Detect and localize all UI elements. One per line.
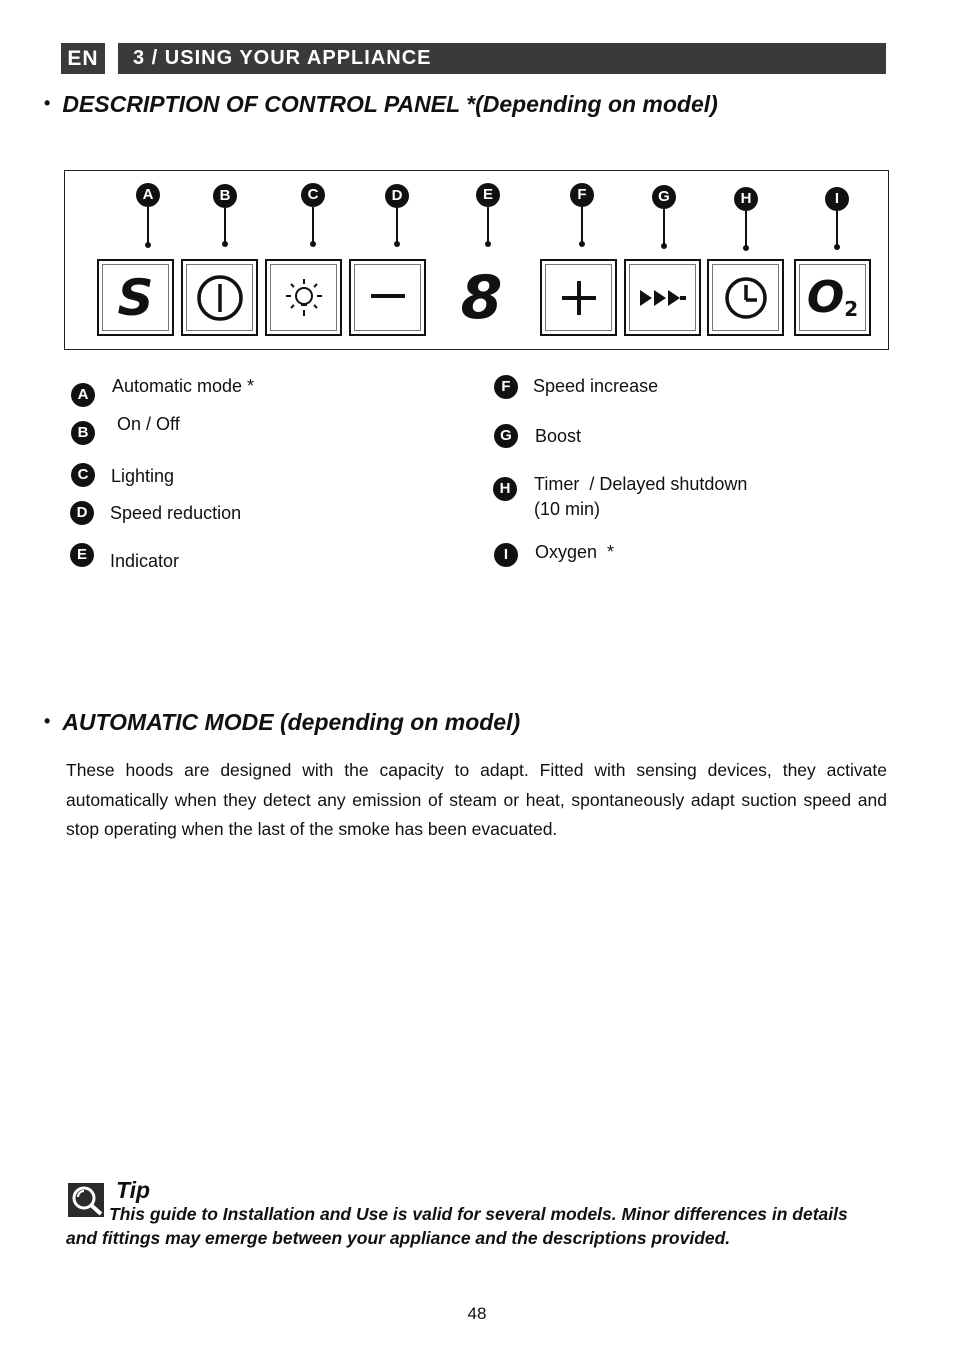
clock-icon — [712, 264, 779, 331]
tip-title: Tip — [116, 1177, 151, 1203]
chapter-header: 3 / USING YOUR APPLIANCE — [118, 43, 886, 74]
boost-arrows-icon — [629, 264, 696, 331]
legend-label-b: On / Off — [112, 414, 180, 434]
leader-line — [396, 208, 398, 244]
callout-b: B — [213, 184, 237, 208]
legend-badge-a: A — [71, 383, 95, 407]
digit-display-icon: 8 — [460, 262, 503, 333]
section-title-text: DESCRIPTION OF CONTROL PANEL *(Depending on model) — [62, 91, 718, 117]
bullet: • — [44, 93, 51, 113]
callout-i: I — [825, 187, 849, 211]
legend-label-d: Speed reduction — [110, 503, 242, 523]
plus-icon — [545, 264, 612, 331]
legend-badge-g: G — [494, 424, 518, 448]
legend-badge-d: D — [70, 501, 94, 525]
minus-icon — [354, 264, 421, 331]
legend-label-i: Oxygen * — [535, 542, 615, 562]
leader-line — [663, 209, 665, 246]
legend-label-a: Automatic mode * — [112, 376, 255, 396]
legend-badge-b: B — [71, 421, 95, 445]
callout-c: C — [301, 183, 325, 207]
automatic-mode-paragraph: These hoods are designed with the capacity to adapt. Fitted with sensing devices, they activate automatically when they detect any emission of steam or heat, spontaneously adapt suction speed and stop operating when the last of the smoke has been evacuated. — [66, 760, 887, 839]
leader-line — [745, 211, 747, 248]
lighting-button — [265, 259, 342, 336]
legend-label-f: Speed increase — [533, 376, 659, 396]
callout-d: D — [385, 184, 409, 208]
legend-badge-h: H — [493, 477, 517, 501]
indicator-display — [443, 259, 520, 336]
section-title-automatic-mode — [44, 709, 520, 736]
legend-badge-i: I — [494, 543, 518, 567]
legend-badge-e: E — [70, 543, 94, 567]
control-panel-figure — [64, 170, 889, 350]
oxygen-button — [794, 259, 871, 336]
section-title-text: AUTOMATIC MODE (depending on model) — [62, 709, 521, 735]
speed-increase-button — [540, 259, 617, 336]
legend-label-e: Indicator — [110, 551, 180, 571]
tip-text: This guide to Installation and Use is valid for several models. Minor differences in details and fittings may emerge between your appliance and the descriptions provided. — [66, 1204, 848, 1248]
legend-badge-f: F — [494, 375, 518, 399]
oxygen-icon: O 2 — [799, 264, 866, 331]
speed-reduction-button — [349, 259, 426, 336]
legend-label-h-line2: (10 min) — [534, 499, 601, 519]
leader-line — [581, 207, 583, 244]
callout-e: E — [476, 183, 500, 207]
leader-line — [224, 208, 226, 244]
boost-button — [624, 259, 701, 336]
legend-label-c: Lighting — [111, 466, 175, 486]
legend-label-h: Timer / Delayed shutdown — [534, 474, 748, 494]
leader-line — [836, 211, 838, 247]
automatic-s-icon: S — [102, 264, 169, 331]
power-icon — [186, 264, 253, 331]
callout-f: F — [570, 183, 594, 207]
bullet: • — [44, 711, 51, 731]
on-off-button — [181, 259, 258, 336]
callout-h: H — [734, 187, 758, 211]
callout-a: A — [136, 183, 160, 207]
language-badge: EN — [61, 43, 105, 74]
legend-label-g: Boost — [535, 426, 582, 446]
light-bulb-icon — [270, 264, 337, 331]
timer-button — [707, 259, 784, 336]
leader-line — [147, 207, 149, 245]
leader-line — [487, 207, 489, 244]
legend-badge-c: C — [71, 463, 95, 487]
callout-g: G — [652, 185, 676, 209]
leader-line — [312, 207, 314, 244]
page-number: 48 — [467, 1304, 487, 1323]
automatic-mode-button — [97, 259, 174, 336]
section-title-control-panel — [44, 91, 718, 118]
